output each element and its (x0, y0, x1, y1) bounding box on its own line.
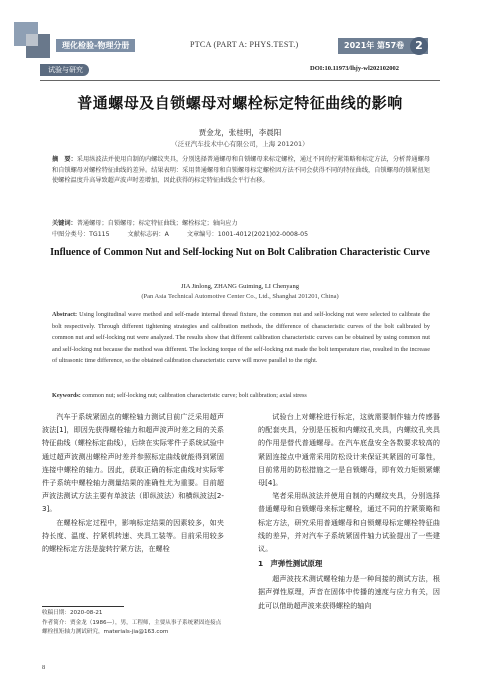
abstract-text: 采用纵波法并使用自制的内螺纹夹具，分别选择普通螺母和自锁螺母来标定螺栓，通过不同的拧紧策略和标定方法，分析普通螺母和自锁螺母对螺栓特征曲线的差异。结果表明：采用普通螺母和自锁螺母标定螺栓因方法不同会获得不同的特征曲线，自锁螺母的锁紧扭矩使螺栓温度升高导致超声波声时差增加，因此获得的标定特征曲线会平行右移。 (52, 156, 431, 184)
author-info: 作者简介：贾金龙（1986—），男，工程师，主要从事子系统紧固连接点螺栓扭矩轴力测试研究，materials-jia@163.com (42, 619, 222, 635)
paragraph: 在螺栓标定过程中，影响标定结果的因素较多，如夹持长度、温度、拧紧机转速、夹具工装等。目前采用较多的螺栓标定方法是旋转拧紧方法，在螺栓 (42, 517, 224, 554)
document-code: 文献标志码：A (127, 231, 169, 238)
keywords-text: 普通螺母；自锁螺母；标定特征曲线；螺栓标定；轴向应力 (76, 220, 238, 227)
article-number: 文章编号：1001-4012(2021)02-0008-05 (186, 231, 309, 238)
abstract-en-label: Abstract: (52, 311, 78, 318)
body-column-left (42, 410, 224, 555)
paragraph: 试验台上对螺栓进行标定，这就需要制作轴力传感器的配套夹具，分别是压板和内螺纹孔夹具，内螺纹孔夹具的作用是替代普通螺母。在汽车底盘安全各数要求较高的紧固连接点中通常采用防松设计来保证其紧固的可靠性，目前常用的防松措施之一是自锁螺母，即有效力矩锁紧螺母[4]。 (258, 412, 440, 488)
keywords-en-text: common nut; self-locking nut; calibration characteristic curve; bolt calibration; axial stress (80, 392, 307, 399)
title-chinese: 普通螺母及自锁螺母对螺栓标定特征曲线的影响 (77, 94, 403, 112)
abstract-english (52, 309, 430, 367)
received-date: 收稿日期：2020-08-21 (42, 610, 103, 616)
section-tag: 试验与研究 (40, 64, 89, 76)
paragraph: 笔者采用纵波法并使用自制的内螺纹夹具，分别选择普通螺母和自锁螺母来标定螺栓，通过不同的拧紧策略和标定方法，研究采用普通螺母和自锁螺母标定螺栓特征曲线的差异，并对汽车子系统紧固件轴力试验提出了一些建议。 (258, 491, 440, 554)
keywords-label: 关键词： (52, 220, 77, 227)
classification-line (52, 229, 430, 238)
issue-badge: 2 (410, 37, 428, 55)
year-volume: 2021年 第57卷 (344, 41, 405, 50)
abstract-chinese (52, 155, 430, 187)
affiliation-english: (Pan Asia Technical Automotive Center Co., Ltd., Shanghai 201201, China) (141, 293, 339, 300)
clc-number: 中图分类号：TG115 (52, 231, 110, 238)
body-column-right (258, 410, 440, 612)
journal-header (0, 0, 480, 58)
journal-name: 理化检验-物理分册 (56, 39, 135, 52)
doi: DOI:10.11973/lhjy-wl202102002 (310, 65, 400, 72)
paragraph: 汽车于系统紧固点的螺栓轴力测试目前广泛采用超声波法[1]，即因先获得螺栓轴力和超声波声时差之间的关系特征曲线（螺栓标定曲线），后续在实际零件子系统试验中通过超声波测出螺栓声时差并参照标定曲线就能得到紧固连接中螺栓的轴力。因此，获取正确的标定曲线对实际零件子系统中螺栓轴力测量结果的准确性尤为重要。目前超声波法测试方法主要有单波法（即纵波法）和横纵波法[2-3]。 (42, 412, 224, 514)
footnote (42, 609, 224, 638)
section-heading: 1 声弹性测试原理 (258, 559, 323, 569)
divider-line (40, 80, 440, 81)
title-english: Influence of Common Nut and Self-locking Nut on Bolt Calibration Characteristic Curve (50, 247, 430, 258)
keywords-en-label: Keywords: (52, 392, 81, 399)
journal-logo-icon (12, 20, 52, 60)
abstract-label: 摘 要： (52, 156, 77, 163)
affiliation-chinese: （泛亚汽车技术中心有限公司，上海 201201） (171, 140, 309, 148)
footnote-divider (42, 606, 124, 607)
authors-english: JIA Jinlong, ZHANG Guiming, LI Chenyang (181, 283, 299, 290)
page-number: 8 (42, 664, 46, 671)
running-title: PTCA (PART A: PHYS.TEST.) (190, 40, 299, 49)
keywords-english (52, 392, 430, 399)
keywords-chinese (52, 218, 430, 227)
paragraph: 超声波技术测试螺栓轴力是一种间接的测试方法，根据声弹性原理，声音在固体中传播的速度与应力有关，因此可以借助超声波来获得螺栓的轴向 (258, 574, 440, 610)
abstract-en-text: Using longitudinal wave method and self-made internal thread fixture, the common nut and self-locking nut were selected to calibrate the bolt respectively. Through different tightening strategies and calibration methods, the difference of characteristic curves of the bolt calibrated by common nut and self-locking nut were analyzed. The results show that different calibration characteristic curves can be obtained by using common nut and self-locking nut because the method was different. The locking torque of the self-locking nut made the bolt temperature rise, resulted in the increase of ultrasonic time difference, so the obtained calibration characteristic curve will move parallel to the right. (52, 311, 430, 365)
authors-chinese: 贾金龙，张桂明，李晨阳 (198, 128, 282, 137)
